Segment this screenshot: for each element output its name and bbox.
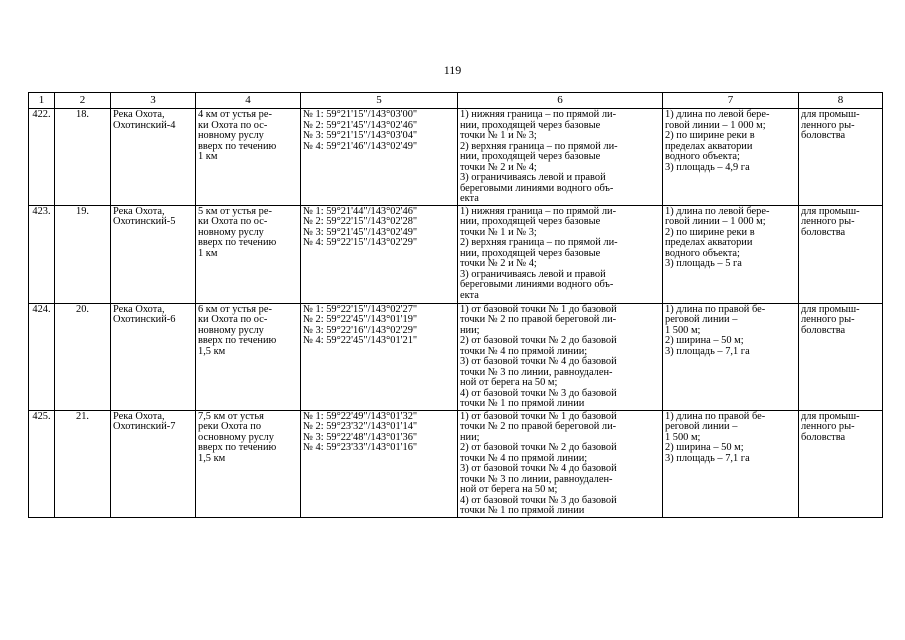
row-number-cell: 423. — [29, 205, 55, 303]
location-cell: 7,5 км от устья реки Охота по основному руслу вверх по течению 1,5 км — [196, 410, 301, 517]
area-number-cell: 19. — [55, 205, 111, 303]
table-row — [29, 109, 883, 206]
coordinates-cell: № 1: 59°22'49"/143°01'32" № 2: 59°23'32"/143°01'14" № 3: 59°22'48"/143°01'36" № 4: 59°23'33"/143°01'16" — [301, 410, 458, 517]
area-name-cell: Река Охота, Охотинский-4 — [111, 109, 196, 206]
header-cell: 2 — [55, 93, 111, 109]
header-cell: 4 — [196, 93, 301, 109]
size-cell: 1) длина по правой бе- реговой линии – 1 500 м; 2) ширина – 50 м; 3) площадь – 7,1 га — [663, 410, 799, 517]
row-number-cell: 422. — [29, 109, 55, 206]
size-cell: 1) длина по левой бере- говой линии – 1 000 м; 2) по ширине реки в пределах акватории водного объекта; 3) площадь – 5 га — [663, 205, 799, 303]
table-row — [29, 205, 883, 303]
size-cell: 1) длина по левой бере- говой линии – 1 000 м; 2) по ширине реки в пределах акватории водного объекта; 3) площадь – 4,9 га — [663, 109, 799, 206]
header-cell: 8 — [799, 93, 883, 109]
area-name-cell: Река Охота, Охотинский-5 — [111, 205, 196, 303]
purpose-cell: для промыш- ленного ры- боловства — [799, 410, 883, 517]
area-name-cell: Река Охота, Охотинский-6 — [111, 303, 196, 410]
header-row — [29, 93, 883, 109]
page-number: 119 — [443, 63, 462, 77]
location-cell: 6 км от устья ре- ки Охота по ос- новному руслу вверх по течению 1,5 км — [196, 303, 301, 410]
row-number-cell: 425. — [29, 410, 55, 517]
fishing-areas-table — [28, 92, 883, 518]
purpose-cell: для промыш- ленного ры- боловства — [799, 109, 883, 206]
header-cell: 6 — [458, 93, 663, 109]
header-cell: 5 — [301, 93, 458, 109]
location-cell: 4 км от устья ре- ки Охота по ос- новному руслу вверх по течению 1 км — [196, 109, 301, 206]
row-number-cell: 424. — [29, 303, 55, 410]
coordinates-cell: № 1: 59°21'44"/143°02'46" № 2: 59°22'15"/143°02'28" № 3: 59°21'45"/143°02'49" № 4: 59°22'15"/143°02'29" — [301, 205, 458, 303]
area-number-cell: 18. — [55, 109, 111, 206]
purpose-cell: для промыш- ленного ры- боловства — [799, 205, 883, 303]
purpose-cell: для промыш- ленного ры- боловства — [799, 303, 883, 410]
boundaries-cell: 1) нижняя граница – по прямой ли- нии, проходящей через базовые точки № 1 и № 3; 2) верхняя граница – по прямой ли- нии, проходящей через базовые точки № 2 и № 4; 3) ограничиваясь левой и правой береговыми линиями водного объ- екта — [458, 205, 663, 303]
header-cell: 3 — [111, 93, 196, 109]
area-number-cell: 20. — [55, 303, 111, 410]
area-name-cell: Река Охота, Охотинский-7 — [111, 410, 196, 517]
area-number-cell: 21. — [55, 410, 111, 517]
table-row — [29, 410, 883, 517]
header-cell: 1 — [29, 93, 55, 109]
boundaries-cell: 1) от базовой точки № 1 до базовой точки № 2 по правой береговой ли- нии; 2) от базовой точки № 2 до базовой точки № 4 по прямой линии; 3) от базовой точки № 4 до базовой точки № 3 по линии, равноудален- ной от берега на 50 м; 4) от базовой точки № 3 до базовой точки № 1 по прямой линии — [458, 303, 663, 410]
boundaries-cell: 1) нижняя граница – по прямой ли- нии, проходящей через базовые точки № 1 и № 3; 2) верхняя граница – по прямой ли- нии, проходящей через базовые точки № 2 и № 4; 3) ограничиваясь левой и правой береговыми линиями водного объ- екта — [458, 109, 663, 206]
location-cell: 5 км от устья ре- ки Охота по ос- новному руслу вверх по течению 1 км — [196, 205, 301, 303]
coordinates-cell: № 1: 59°22'15"/143°02'27" № 2: 59°22'45"/143°01'19" № 3: 59°22'16"/143°02'29" № 4: 59°22'45"/143°01'21" — [301, 303, 458, 410]
size-cell: 1) длина по правой бе- реговой линии – 1 500 м; 2) ширина – 50 м; 3) площадь – 7,1 га — [663, 303, 799, 410]
header-cell: 7 — [663, 93, 799, 109]
table-row — [29, 303, 883, 410]
coordinates-cell: № 1: 59°21'15"/143°03'00" № 2: 59°21'45"/143°02'46" № 3: 59°21'15"/143°03'04" № 4: 59°21'46"/143°02'49" — [301, 109, 458, 206]
boundaries-cell: 1) от базовой точки № 1 до базовой точки № 2 по правой береговой ли- нии; 2) от базовой точки № 2 до базовой точки № 4 по прямой линии; 3) от базовой точки № 4 до базовой точки № 3 по линии, равноудален- ной от берега на 50 м; 4) от базовой точки № 3 до базовой точки № 1 по прямой линии — [458, 410, 663, 517]
